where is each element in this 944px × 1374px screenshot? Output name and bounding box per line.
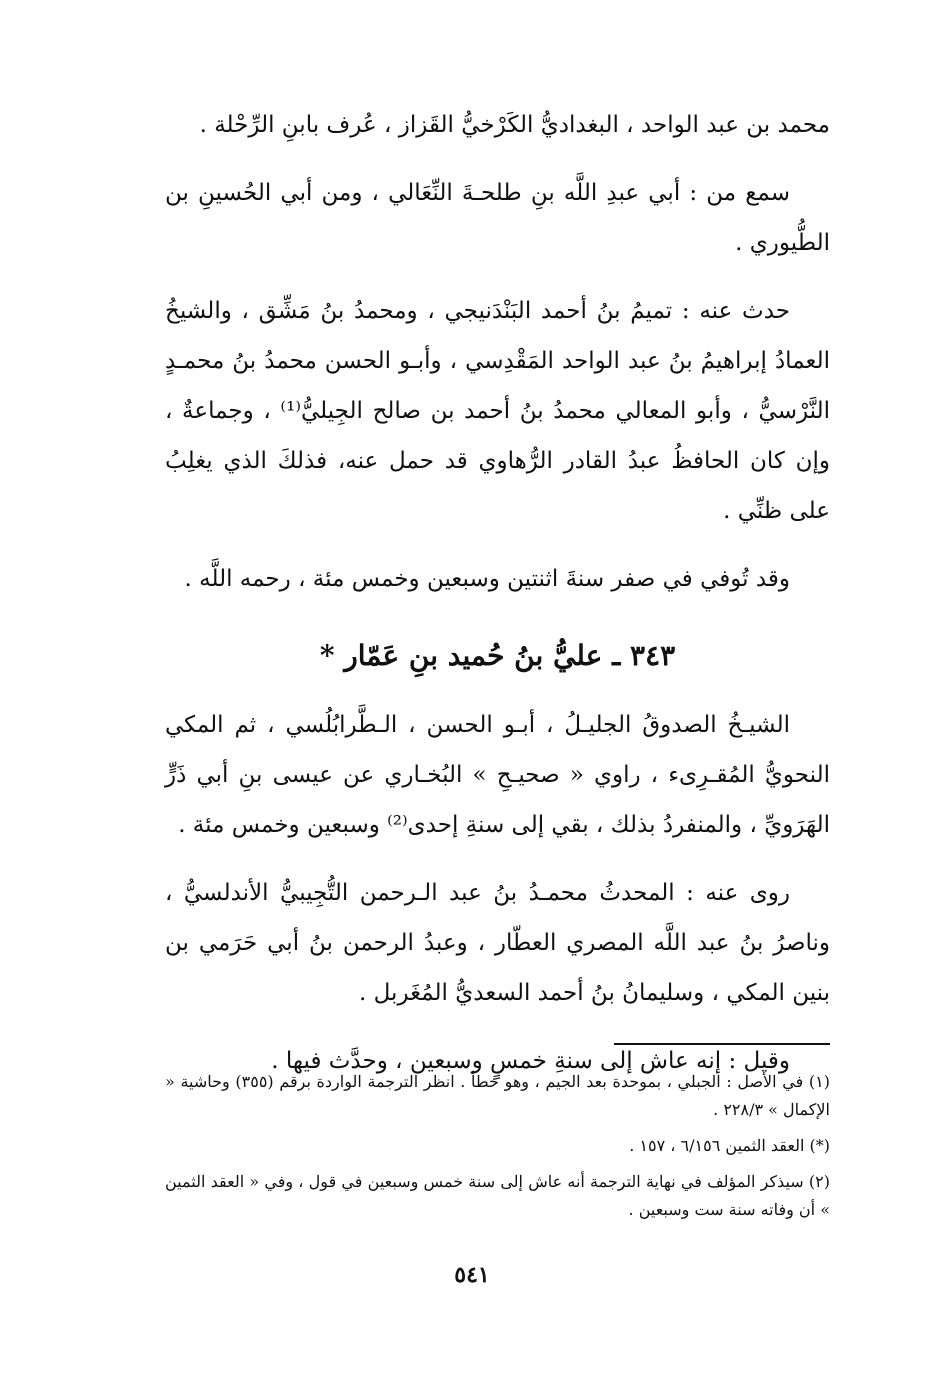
page-number: ٥٤١ (454, 1262, 490, 1288)
paragraph-note: وقيل : إنه عاش إلى سنةِ خمسٍ وسبعين ، وحدَّث فيها . (271, 1048, 790, 1074)
paragraph-description: الشيـخُ الصدوقُ الجليـلُ ، أبـو الحسن ، الـطَّرابُلُسي ، ثم المكي النحويُّ المُقـرِىء ، راوي « صحيـحِ » البُخـاري عن عيسى بنِ أبي ذَرٍّ الهَرَويِّ ، والمنفردُ بذلك ، بقي إلى سنةِ إحدى⁽²⁾ وسبعين وخمس مئة . (165, 712, 830, 838)
paragraph-heard-from: سمع من : أبي عبدِ اللَّه بنِ طلحـةَ النِّعَالي ، ومن أبي الحُسينِ بن الطُّيوري . (165, 180, 830, 256)
paragraph-intro: محمد بن عبد الواحد ، البغداديُّ الكَرْخيُّ القَزاز ، عُرف بابنِ الرِّحْلة . (199, 112, 830, 138)
footnote-1: (١) في الأصل : الجبلي ، بموحدة بعد الجيم ، وهو خطأ . انظر الترجمة الواردة برقم (٣٥٥) وحاشية « الإكمال » ٢٢٨/٣ . (165, 1072, 830, 1119)
paragraph-narrators: روى عنه : المحدثُ محمـدُ بنُ عبد الـرحمن التُّجِيبيُّ الأندلسيُّ ، وناصرُ بنُ عبد اللَّه المصري العطّار ، وعبدُ الرحمن بنُ أبي حَرَمي بن بنين المكي ، وسليمانُ بنُ أحمد السعديُّ المُغَربل . (165, 880, 830, 1006)
footnote-star: (*) العقد الثمين ٦/١٥٦ ، ١٥٧ . (629, 1136, 830, 1155)
biography-heading: ٣٤٣ ـ عليُّ بنُ حُميد بنِ عَمّار * (319, 639, 676, 672)
main-text (165, 100, 830, 1104)
footnote-2: (٢) سيذكر المؤلف في نهاية الترجمة أنه عاش إلى سنة خمس وسبعين في قول ، وفي « العقد الثمين » أن وفاته سنة ست وسبعين . (165, 1172, 830, 1219)
paragraph-narrated-by: حدث عنه : تميمُ بنُ أحمد البَنْدَنيجي ، ومحمدُ بنُ مَشِّق ، والشيخُ العمادُ إبراهيمُ بنُ عبد الواحد المَقْدِسي ، وأبـو الحسن محمدُ بنُ محمـدٍ النَّرْسيُّ ، وأبو المعالي محمدُ بنُ أحمد بن صالح الجِيليُّ⁽¹⁾ ، وجماعةٌ ، وإن كان الحافظُ عبدُ القادر الرُّهاوي قد حمل عنه، فذلكَ الذي يغلِبُ على ظنِّي . (165, 298, 830, 524)
footnotes (165, 1068, 830, 1232)
paragraph-death: وقد تُوفي في صفر سنةَ اثنتين وسبعين وخمس مئة ، رحمه اللَّه . (184, 566, 790, 592)
footnote-divider (614, 1043, 830, 1045)
